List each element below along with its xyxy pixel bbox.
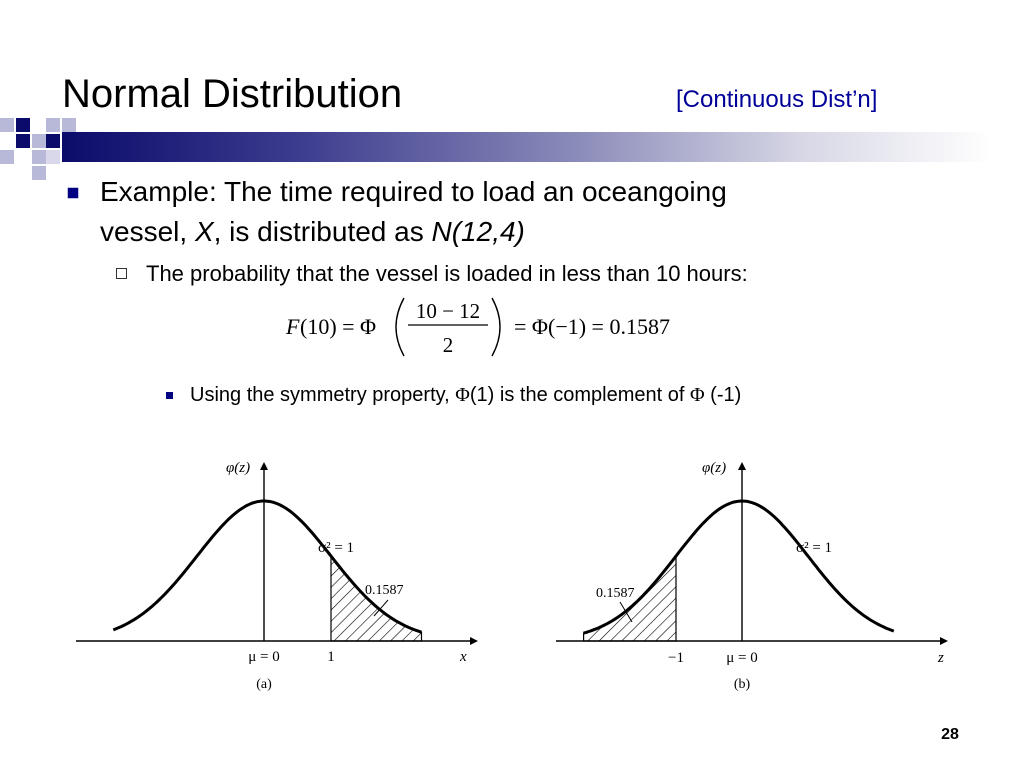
equation-lhs-arg: (10) = Φ — [300, 314, 377, 339]
tick-label: 1 — [327, 649, 335, 665]
probability-equation — [280, 292, 710, 362]
left-paren — [396, 298, 404, 356]
tick-mu-label: μ = 0 — [726, 650, 758, 666]
deco-square — [46, 118, 60, 132]
normal-curve-figure-a — [70, 452, 480, 702]
tick-mu-label: μ = 0 — [248, 649, 280, 665]
x-axis-arrow — [470, 637, 478, 645]
right-paren — [492, 298, 500, 356]
distribution-notation: N(12,4) — [431, 216, 525, 247]
x-axis-arrow — [940, 637, 948, 645]
page-number: 28 — [941, 726, 959, 743]
tick-label: −1 — [668, 650, 684, 666]
area-label: 0.1587 — [596, 586, 635, 601]
deco-square — [0, 150, 14, 164]
deco-square — [16, 118, 30, 132]
symmetry-prefix: Using the symmetry property, — [190, 384, 456, 406]
deco-square — [46, 150, 60, 164]
bullet-marker-small — [166, 392, 173, 399]
deco-square — [32, 166, 46, 180]
y-axis-label: φ(z) — [702, 460, 727, 476]
deco-square — [32, 150, 46, 164]
deco-square — [62, 118, 76, 132]
equation-numerator: 10 − 12 — [415, 299, 481, 323]
symmetry-mid: (1) is the complement of — [469, 384, 690, 406]
variance-label: σ² = 1 — [318, 540, 355, 556]
deco-square — [0, 118, 14, 132]
phi-symbol: Φ — [455, 384, 470, 406]
deco-square — [46, 134, 60, 148]
bullet-marker-hollow — [116, 268, 127, 279]
variance-label: σ² = 1 — [796, 540, 833, 556]
bullet-text-symmetry — [190, 380, 741, 410]
area-label: 0.1587 — [365, 583, 404, 598]
variable-x: X — [194, 216, 214, 247]
equation-lhs-f: F — [286, 314, 300, 339]
normal-curve-figure-b — [550, 452, 960, 702]
header-bar — [62, 132, 992, 162]
slide-title: Normal Distribution — [62, 72, 403, 116]
y-axis-arrow — [260, 462, 268, 470]
deco-square — [32, 134, 46, 148]
phi-symbol: Φ — [689, 384, 705, 406]
equation-denominator: 2 — [442, 333, 454, 357]
bullet-line2-prefix: vessel, — [100, 216, 195, 247]
slide-subtitle: [Continuous Dist’n] — [676, 86, 878, 113]
bullet-text-probability: The probability that the vessel is loaded in less than 10 hours: — [146, 261, 748, 286]
symmetry-suffix: (-1) — [704, 384, 742, 406]
y-axis-arrow — [738, 462, 746, 470]
bullet-marker — [68, 188, 79, 199]
figure-caption: (b) — [733, 677, 751, 692]
figure-caption: (a) — [256, 677, 272, 692]
equation-rhs: = Φ(−1) = 0.1587 — [514, 314, 670, 339]
deco-square — [16, 134, 30, 148]
bullet-line1: Example: The time required to load an oceangoing — [100, 176, 727, 207]
x-axis-label: z — [938, 650, 944, 666]
y-axis-label: φ(z) — [226, 460, 251, 476]
x-axis-label: x — [460, 649, 467, 665]
bullet-line2-mid: , is distributed as — [213, 216, 432, 247]
bullet-text-example — [100, 172, 920, 252]
